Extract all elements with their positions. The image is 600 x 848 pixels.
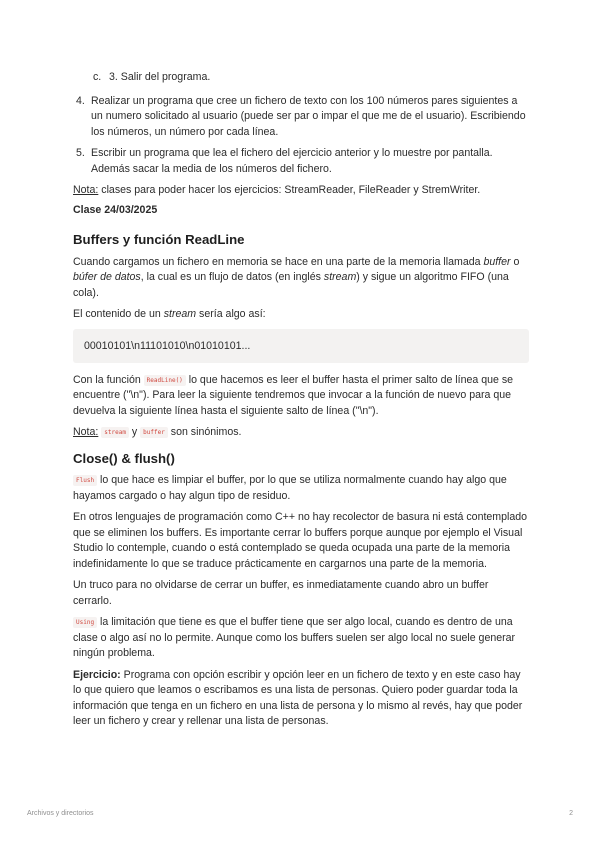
list-marker: 4. <box>76 94 85 107</box>
paragraph <box>73 373 529 420</box>
text-run: sería algo así: <box>196 308 266 320</box>
note-text: clases para poder hacer los ejercicios: StreamReader, FileReader y StremWriter. <box>98 184 481 196</box>
section-heading: Close() & flush() <box>73 450 175 466</box>
list-item <box>73 70 529 86</box>
note-label: Nota: <box>73 426 99 438</box>
list-marker: 5. <box>76 147 85 159</box>
text-run: y <box>128 426 141 438</box>
paragraph <box>73 255 529 302</box>
class-date: Clase 24/03/2025 <box>73 203 158 216</box>
page-number: 2 <box>569 810 573 817</box>
text-run: la limitación que tiene es que el buffer tiene que ser algo local, cuando es dentro de una clase o algo así no lo permite. Aunque como los buffers suelen ser algo local no suele generar ningún problema. <box>73 616 516 659</box>
text-run: , la cual es un flujo de datos (en inglés <box>140 271 324 283</box>
inline-code: stream <box>101 427 129 438</box>
paragraph <box>73 307 529 323</box>
inline-code: buffer <box>140 427 168 438</box>
italic-text: stream <box>323 271 357 283</box>
page-footer <box>27 810 573 817</box>
note-paragraph <box>73 183 529 199</box>
section-heading: Buffers y función ReadLine <box>73 232 245 247</box>
note-paragraph <box>73 425 529 441</box>
text-run: o <box>510 255 520 268</box>
exercise-label: Ejercicio: <box>73 668 121 681</box>
paragraph: Un truco para no olvidarse de cerrar un buffer, es inmediatamente cuando abro un buffer cerrarlo. <box>73 579 489 607</box>
text-run: Con la función <box>73 373 144 386</box>
list-item-text: Realizar un programa que cree un fichero de texto con los 100 números pares siguientes a un numero solicitado al usuario (puede ser par o impar el que me de el usuario). Escribiendo los números, un número por cada línea. <box>91 94 526 138</box>
text-run: Cuando cargamos un fichero en memoria se hace en una parte de la memoria llamada <box>73 255 484 268</box>
inline-code: Using <box>73 617 97 628</box>
code-block: 00010101\n11101010\n01010101... <box>73 329 529 363</box>
inline-code: ReadLine() <box>144 375 186 386</box>
document-body <box>73 70 529 736</box>
text-run: ) y sigue un algoritmo FIFO (una cola). <box>73 271 509 299</box>
italic-text: stream <box>163 308 197 320</box>
italic-text: búfer de datos <box>73 271 141 283</box>
list-item-text: 3. Salir del programa. <box>109 71 211 83</box>
text-run: lo que hacemos es leer el buffer hasta el primer salto de línea que se encuentre ("\n"). Para leer la siguiente tendremos que invocar a la función de nuevo para que devuelva la siguiente línea hasta el siguiente salto de línea ("\n"). <box>73 373 514 417</box>
paragraph <box>73 615 529 662</box>
text-run: son sinónimos. <box>167 426 242 438</box>
note-label: Nota: <box>73 184 99 196</box>
italic-text: buffer <box>483 255 511 268</box>
list-item-text: Escribir un programa que lea el fichero del ejercicio anterior y lo muestre por pantalla. Además sacar la media de los números del fichero. <box>91 147 493 175</box>
text-run: El contenido de un <box>73 308 164 320</box>
paragraph <box>73 668 529 730</box>
inline-code: Flush <box>73 475 97 486</box>
text-run: lo que hace es limpiar el buffer, por lo que se utiliza normalmente cuando hay algo que hayamos cargado o hay algun tipo de residuo. <box>73 474 507 502</box>
list-item <box>73 94 529 141</box>
paragraph: En otros lenguajes de programación como C++ no hay recolector de basura ni está contemplado que se eliminen los buffers. Es importante cerrar lo buffers porque aunque por ejemplo el Visual Studio lo contemple, cuando o está contemplado se queda ocupada una parte de la memoria indefinidamente lo que se traduce prácticamente en cargarnos una parte de la memoria. <box>73 511 528 570</box>
list-marker: c. <box>93 71 102 83</box>
footer-title: Archivos y directorios <box>27 810 94 817</box>
paragraph <box>73 473 529 504</box>
text-run: Programa con opción escribir y opción leer en un fichero de texto y en este caso hay lo que quiero que leamos o escribamos es una lista de personas. Quiero poder guardar toda la información que tenga en un fichero en una lista de persona y lo mismo al revés, hay que poder leer un fichero y crear y rellenar una lista de personas. <box>73 668 523 727</box>
list-item <box>73 146 529 177</box>
